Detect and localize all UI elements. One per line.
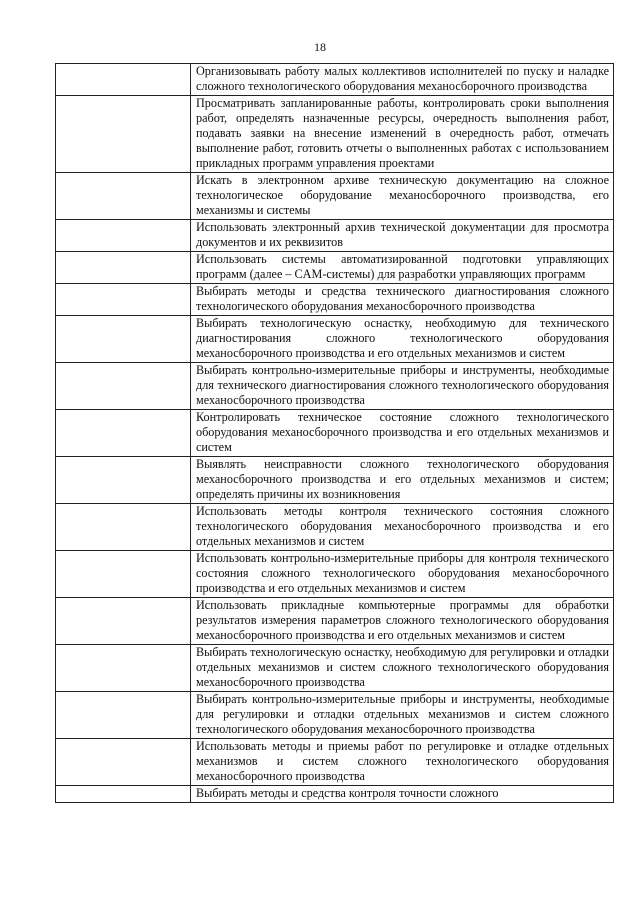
table-cell: Выявлять неисправности сложного технологического оборудования механосборочного производства и его отдельных механизмов и систем; определять причины их возникновения <box>191 457 614 504</box>
left-empty-cell <box>56 692 191 739</box>
table-cell: Выбирать технологическую оснастку, необходимую для технического диагностирования сложного технологического оборудования механосборочного производства и его отдельных механизмов и систем <box>191 316 614 363</box>
table-row <box>56 504 614 551</box>
table-cell: Просматривать запланированные работы, контролировать сроки выполнения работ, определять назначенные ресурсы, очередность выполнения работ, подавать заявки на внесение изменений в очередность работ, отмечать выполнение работ, готовить отчеты о выполненных работах с использованием прикладных программ управления проектами <box>191 96 614 173</box>
table-row <box>56 173 614 220</box>
table-row <box>56 457 614 504</box>
document-table <box>55 63 614 803</box>
table-cell: Искать в электронном архиве техническую документацию на сложное технологическое оборудование механосборочного производства, его механизмы и системы <box>191 173 614 220</box>
left-empty-cell <box>56 739 191 786</box>
table-row <box>56 96 614 173</box>
left-empty-cell <box>56 284 191 316</box>
table-row <box>56 64 614 96</box>
table-cell: Использовать системы автоматизированной подготовки управляющих программ (далее – CAM-системы) для разработки управляющих программ <box>191 252 614 284</box>
table-cell: Выбирать контрольно-измерительные приборы и инструменты, необходимые для регулировки и отладки отдельных механизмов и систем сложного технологического оборудования механосборочного производства <box>191 692 614 739</box>
page-number: 18 <box>314 40 326 54</box>
table-cell: Использовать методы контроля технического состояния сложного технологического оборудования механосборочного производства и его отдельных механизмов и систем <box>191 504 614 551</box>
left-empty-cell <box>56 173 191 220</box>
table-cell: Организовывать работу малых коллективов исполнителей по пуску и наладке сложного технологического оборудования механосборочного производства <box>191 64 614 96</box>
left-empty-cell <box>56 551 191 598</box>
table-row <box>56 252 614 284</box>
table-row <box>56 284 614 316</box>
table-cell: Выбирать технологическую оснастку, необходимую для регулировки и отладки отдельных механизмов и систем сложного технологического оборудования механосборочного производства <box>191 645 614 692</box>
table-row <box>56 739 614 786</box>
table-cell: Выбирать методы и средства технического диагностирования сложного технологического оборудования механосборочного производства <box>191 284 614 316</box>
table-row <box>56 316 614 363</box>
left-empty-cell <box>56 598 191 645</box>
left-empty-cell <box>56 220 191 252</box>
table-row <box>56 551 614 598</box>
table-row <box>56 786 614 803</box>
table-row <box>56 645 614 692</box>
table-cell: Использовать контрольно-измерительные приборы для контроля технического состояния сложного технологического оборудования механосборочного производства и его отдельных механизмов и систем <box>191 551 614 598</box>
table-row <box>56 598 614 645</box>
table-cell: Использовать прикладные компьютерные программы для обработки результатов измерения параметров сложного технологического оборудования механосборочного производства и его отдельных механизмов и систем <box>191 598 614 645</box>
left-empty-cell <box>56 252 191 284</box>
table-cell: Использовать методы и приемы работ по регулировке и отладке отдельных механизмов и систем сложного технологического оборудования механосборочного производства <box>191 739 614 786</box>
left-empty-cell <box>56 504 191 551</box>
table-cell: Выбирать методы и средства контроля точности сложного <box>191 786 614 803</box>
left-empty-cell <box>56 363 191 410</box>
left-empty-cell <box>56 64 191 96</box>
left-empty-cell <box>56 786 191 803</box>
table-row <box>56 220 614 252</box>
left-empty-cell <box>56 457 191 504</box>
table-row <box>56 363 614 410</box>
table-cell: Выбирать контрольно-измерительные приборы и инструменты, необходимые для технического диагностирования сложного технологического оборудования механосборочного производства <box>191 363 614 410</box>
left-empty-cell <box>56 316 191 363</box>
table-row <box>56 692 614 739</box>
left-empty-cell <box>56 410 191 457</box>
table-cell: Использовать электронный архив технической документации для просмотра документов и их реквизитов <box>191 220 614 252</box>
table-row <box>56 410 614 457</box>
left-empty-cell <box>56 96 191 173</box>
table-cell: Контролировать техническое состояние сложного технологического оборудования механосборочного производства и его отдельных механизмов и систем <box>191 410 614 457</box>
left-empty-cell <box>56 645 191 692</box>
